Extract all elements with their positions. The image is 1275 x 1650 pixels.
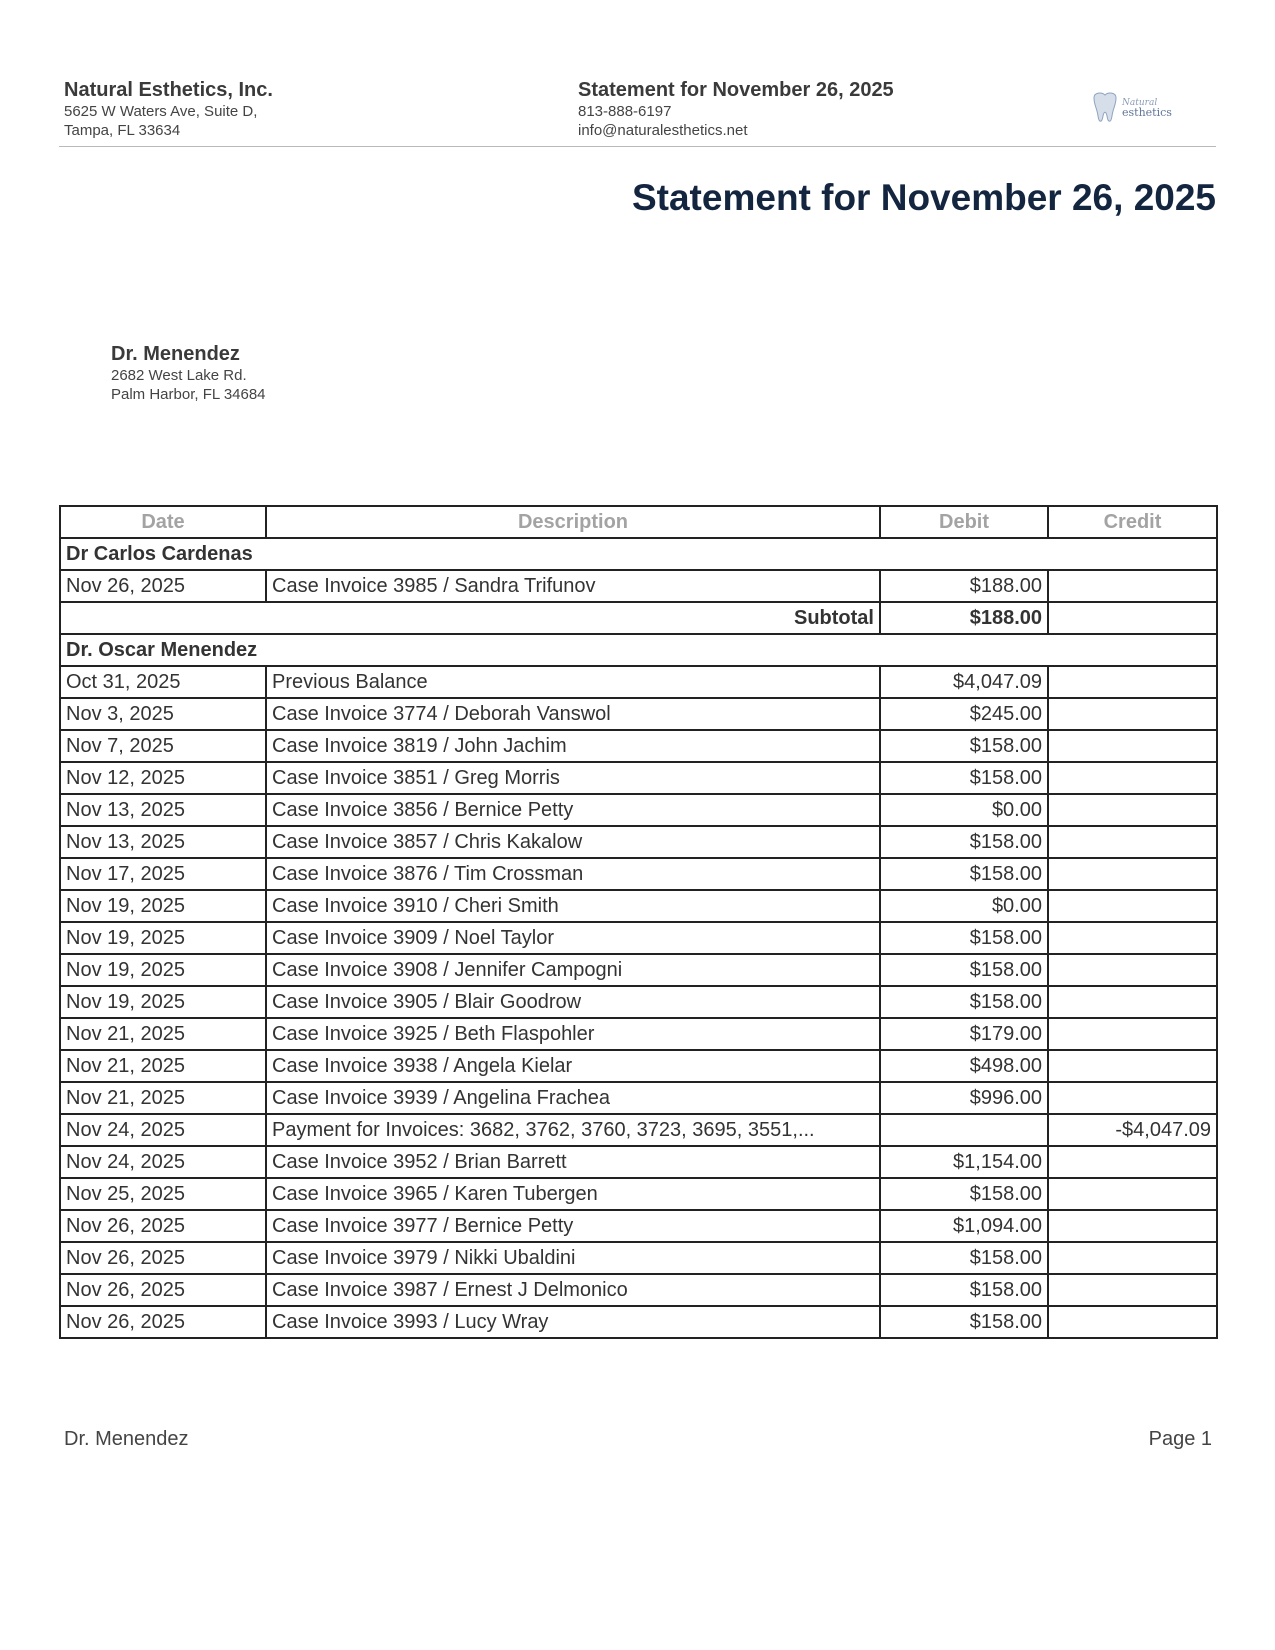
table-row	[60, 1082, 1217, 1114]
row-credit	[1048, 570, 1217, 602]
table-row	[60, 922, 1217, 954]
row-credit	[1048, 1306, 1217, 1338]
row-credit	[1048, 794, 1217, 826]
row-description: Case Invoice 3851 / Greg Morris	[266, 762, 880, 794]
row-date: Nov 19, 2025	[60, 954, 266, 986]
row-credit: -$4,047.09	[1048, 1114, 1217, 1146]
row-debit: $188.00	[880, 570, 1048, 602]
row-credit	[1048, 1018, 1217, 1050]
row-description: Case Invoice 3925 / Beth Flaspohler	[266, 1018, 880, 1050]
table-row	[60, 1210, 1217, 1242]
row-description: Case Invoice 3977 / Bernice Petty	[266, 1210, 880, 1242]
row-date: Nov 24, 2025	[60, 1114, 266, 1146]
row-credit	[1048, 1210, 1217, 1242]
row-credit	[1048, 922, 1217, 954]
table-row	[60, 986, 1217, 1018]
row-date: Nov 17, 2025	[60, 858, 266, 890]
row-description: Case Invoice 3774 / Deborah Vanswol	[266, 698, 880, 730]
table-row	[60, 794, 1217, 826]
row-date: Oct 31, 2025	[60, 666, 266, 698]
row-date: Nov 19, 2025	[60, 922, 266, 954]
row-credit	[1048, 698, 1217, 730]
row-description: Case Invoice 3938 / Angela Kielar	[266, 1050, 880, 1082]
row-description: Case Invoice 3952 / Brian Barrett	[266, 1146, 880, 1178]
table-row	[60, 858, 1217, 890]
row-credit	[1048, 1050, 1217, 1082]
row-date: Nov 21, 2025	[60, 1082, 266, 1114]
row-description: Case Invoice 3993 / Lucy Wray	[266, 1306, 880, 1338]
logo-text-bottom: esthetics	[1122, 106, 1172, 119]
subtotal-credit	[1048, 602, 1217, 634]
row-description: Case Invoice 3908 / Jennifer Campogni	[266, 954, 880, 986]
company-logo	[1088, 90, 1178, 130]
row-debit: $158.00	[880, 762, 1048, 794]
header-credit: Credit	[1048, 506, 1217, 538]
row-description: Case Invoice 3876 / Tim Crossman	[266, 858, 880, 890]
row-credit	[1048, 858, 1217, 890]
row-credit	[1048, 1274, 1217, 1306]
row-debit: $498.00	[880, 1050, 1048, 1082]
row-debit: $1,154.00	[880, 1146, 1048, 1178]
row-date: Nov 26, 2025	[60, 1306, 266, 1338]
table-row	[60, 954, 1217, 986]
row-date: Nov 19, 2025	[60, 986, 266, 1018]
row-debit: $158.00	[880, 1242, 1048, 1274]
row-date: Nov 13, 2025	[60, 794, 266, 826]
row-credit	[1048, 1242, 1217, 1274]
company-name: Natural Esthetics, Inc.	[64, 79, 273, 101]
row-description: Case Invoice 3939 / Angelina Frachea	[266, 1082, 880, 1114]
row-debit: $158.00	[880, 954, 1048, 986]
row-debit: $996.00	[880, 1082, 1048, 1114]
row-description: Case Invoice 3979 / Nikki Ubaldini	[266, 1242, 880, 1274]
recipient-address-line-2: Palm Harbor, FL 34684	[111, 386, 266, 403]
row-date: Nov 26, 2025	[60, 1274, 266, 1306]
row-credit	[1048, 1178, 1217, 1210]
group-name: Dr Carlos Cardenas	[60, 538, 1217, 570]
company-block	[64, 78, 273, 140]
table-row	[60, 1146, 1217, 1178]
table-row	[60, 666, 1217, 698]
row-credit	[1048, 730, 1217, 762]
tooth-logo-icon	[1088, 90, 1178, 130]
header-divider	[59, 146, 1216, 147]
table-row	[60, 1242, 1217, 1274]
row-debit: $158.00	[880, 826, 1048, 858]
contact-email: info@naturalesthetics.net	[578, 122, 748, 139]
recipient-name: Dr. Menendez	[111, 343, 240, 365]
row-date: Nov 19, 2025	[60, 890, 266, 922]
row-date: Nov 26, 2025	[60, 1242, 266, 1274]
row-date: Nov 26, 2025	[60, 1210, 266, 1242]
row-date: Nov 26, 2025	[60, 570, 266, 602]
table-row	[60, 826, 1217, 858]
table-row	[60, 1018, 1217, 1050]
header-debit: Debit	[880, 506, 1048, 538]
row-credit	[1048, 762, 1217, 794]
table-row	[60, 1114, 1217, 1146]
row-description: Case Invoice 3985 / Sandra Trifunov	[266, 570, 880, 602]
contact-block	[578, 78, 894, 140]
table-row	[60, 1274, 1217, 1306]
row-description: Case Invoice 3965 / Karen Tubergen	[266, 1178, 880, 1210]
table-row	[60, 570, 1217, 602]
row-description: Previous Balance	[266, 666, 880, 698]
row-debit: $158.00	[880, 1178, 1048, 1210]
row-debit: $158.00	[880, 922, 1048, 954]
row-debit: $158.00	[880, 730, 1048, 762]
statement-table	[59, 505, 1218, 1339]
group-header-row	[60, 538, 1217, 570]
row-debit: $0.00	[880, 890, 1048, 922]
row-debit: $158.00	[880, 1274, 1048, 1306]
footer-recipient: Dr. Menendez	[64, 1428, 189, 1450]
subtotal-value: $188.00	[880, 602, 1048, 634]
row-credit	[1048, 890, 1217, 922]
row-date: Nov 3, 2025	[60, 698, 266, 730]
recipient-address-line-1: 2682 West Lake Rd.	[111, 367, 247, 384]
table-row	[60, 762, 1217, 794]
row-debit: $158.00	[880, 986, 1048, 1018]
row-description: Case Invoice 3905 / Blair Goodrow	[266, 986, 880, 1018]
row-description: Payment for Invoices: 3682, 3762, 3760, 3723, 3695, 3551,...	[266, 1114, 880, 1146]
row-debit: $179.00	[880, 1018, 1048, 1050]
company-address-line-1: 5625 W Waters Ave, Suite D,	[64, 103, 258, 120]
logo-text-top: Natural	[1122, 98, 1158, 108]
header-date: Date	[60, 506, 266, 538]
header-description: Description	[266, 506, 880, 538]
row-credit	[1048, 666, 1217, 698]
table-row	[60, 730, 1217, 762]
row-description: Case Invoice 3857 / Chris Kakalow	[266, 826, 880, 858]
group-header-row	[60, 634, 1217, 666]
row-date: Nov 21, 2025	[60, 1018, 266, 1050]
company-address-line-2: Tampa, FL 33634	[64, 122, 181, 139]
subtotal-label: Subtotal	[60, 602, 880, 634]
row-debit	[880, 1114, 1048, 1146]
table-row	[60, 1050, 1217, 1082]
row-credit	[1048, 826, 1217, 858]
recipient-block	[111, 342, 266, 404]
table-row	[60, 1306, 1217, 1338]
row-debit: $1,094.00	[880, 1210, 1048, 1242]
table-row	[60, 1178, 1217, 1210]
table-row	[60, 698, 1217, 730]
row-date: Nov 21, 2025	[60, 1050, 266, 1082]
row-description: Case Invoice 3910 / Cheri Smith	[266, 890, 880, 922]
row-debit: $0.00	[880, 794, 1048, 826]
row-date: Nov 13, 2025	[60, 826, 266, 858]
row-debit: $158.00	[880, 858, 1048, 890]
group-name: Dr. Oscar Menendez	[60, 634, 1217, 666]
subtotal-row	[60, 602, 1217, 634]
row-debit: $245.00	[880, 698, 1048, 730]
row-credit	[1048, 954, 1217, 986]
contact-phone: 813-888-6197	[578, 103, 672, 120]
row-description: Case Invoice 3819 / John Jachim	[266, 730, 880, 762]
statement-title: Statement for November 26, 2025	[631, 177, 1216, 218]
row-credit	[1048, 1146, 1217, 1178]
row-date: Nov 24, 2025	[60, 1146, 266, 1178]
table-row	[60, 890, 1217, 922]
table-header-row	[60, 506, 1217, 538]
row-date: Nov 25, 2025	[60, 1178, 266, 1210]
row-description: Case Invoice 3856 / Bernice Petty	[266, 794, 880, 826]
row-debit: $158.00	[880, 1306, 1048, 1338]
row-date: Nov 12, 2025	[60, 762, 266, 794]
row-debit: $4,047.09	[880, 666, 1048, 698]
page-number: Page 1	[1148, 1428, 1212, 1450]
row-description: Case Invoice 3987 / Ernest J Delmonico	[266, 1274, 880, 1306]
row-description: Case Invoice 3909 / Noel Taylor	[266, 922, 880, 954]
header-statement-title: Statement for November 26, 2025	[578, 79, 894, 101]
row-credit	[1048, 986, 1217, 1018]
row-date: Nov 7, 2025	[60, 730, 266, 762]
row-credit	[1048, 1082, 1217, 1114]
